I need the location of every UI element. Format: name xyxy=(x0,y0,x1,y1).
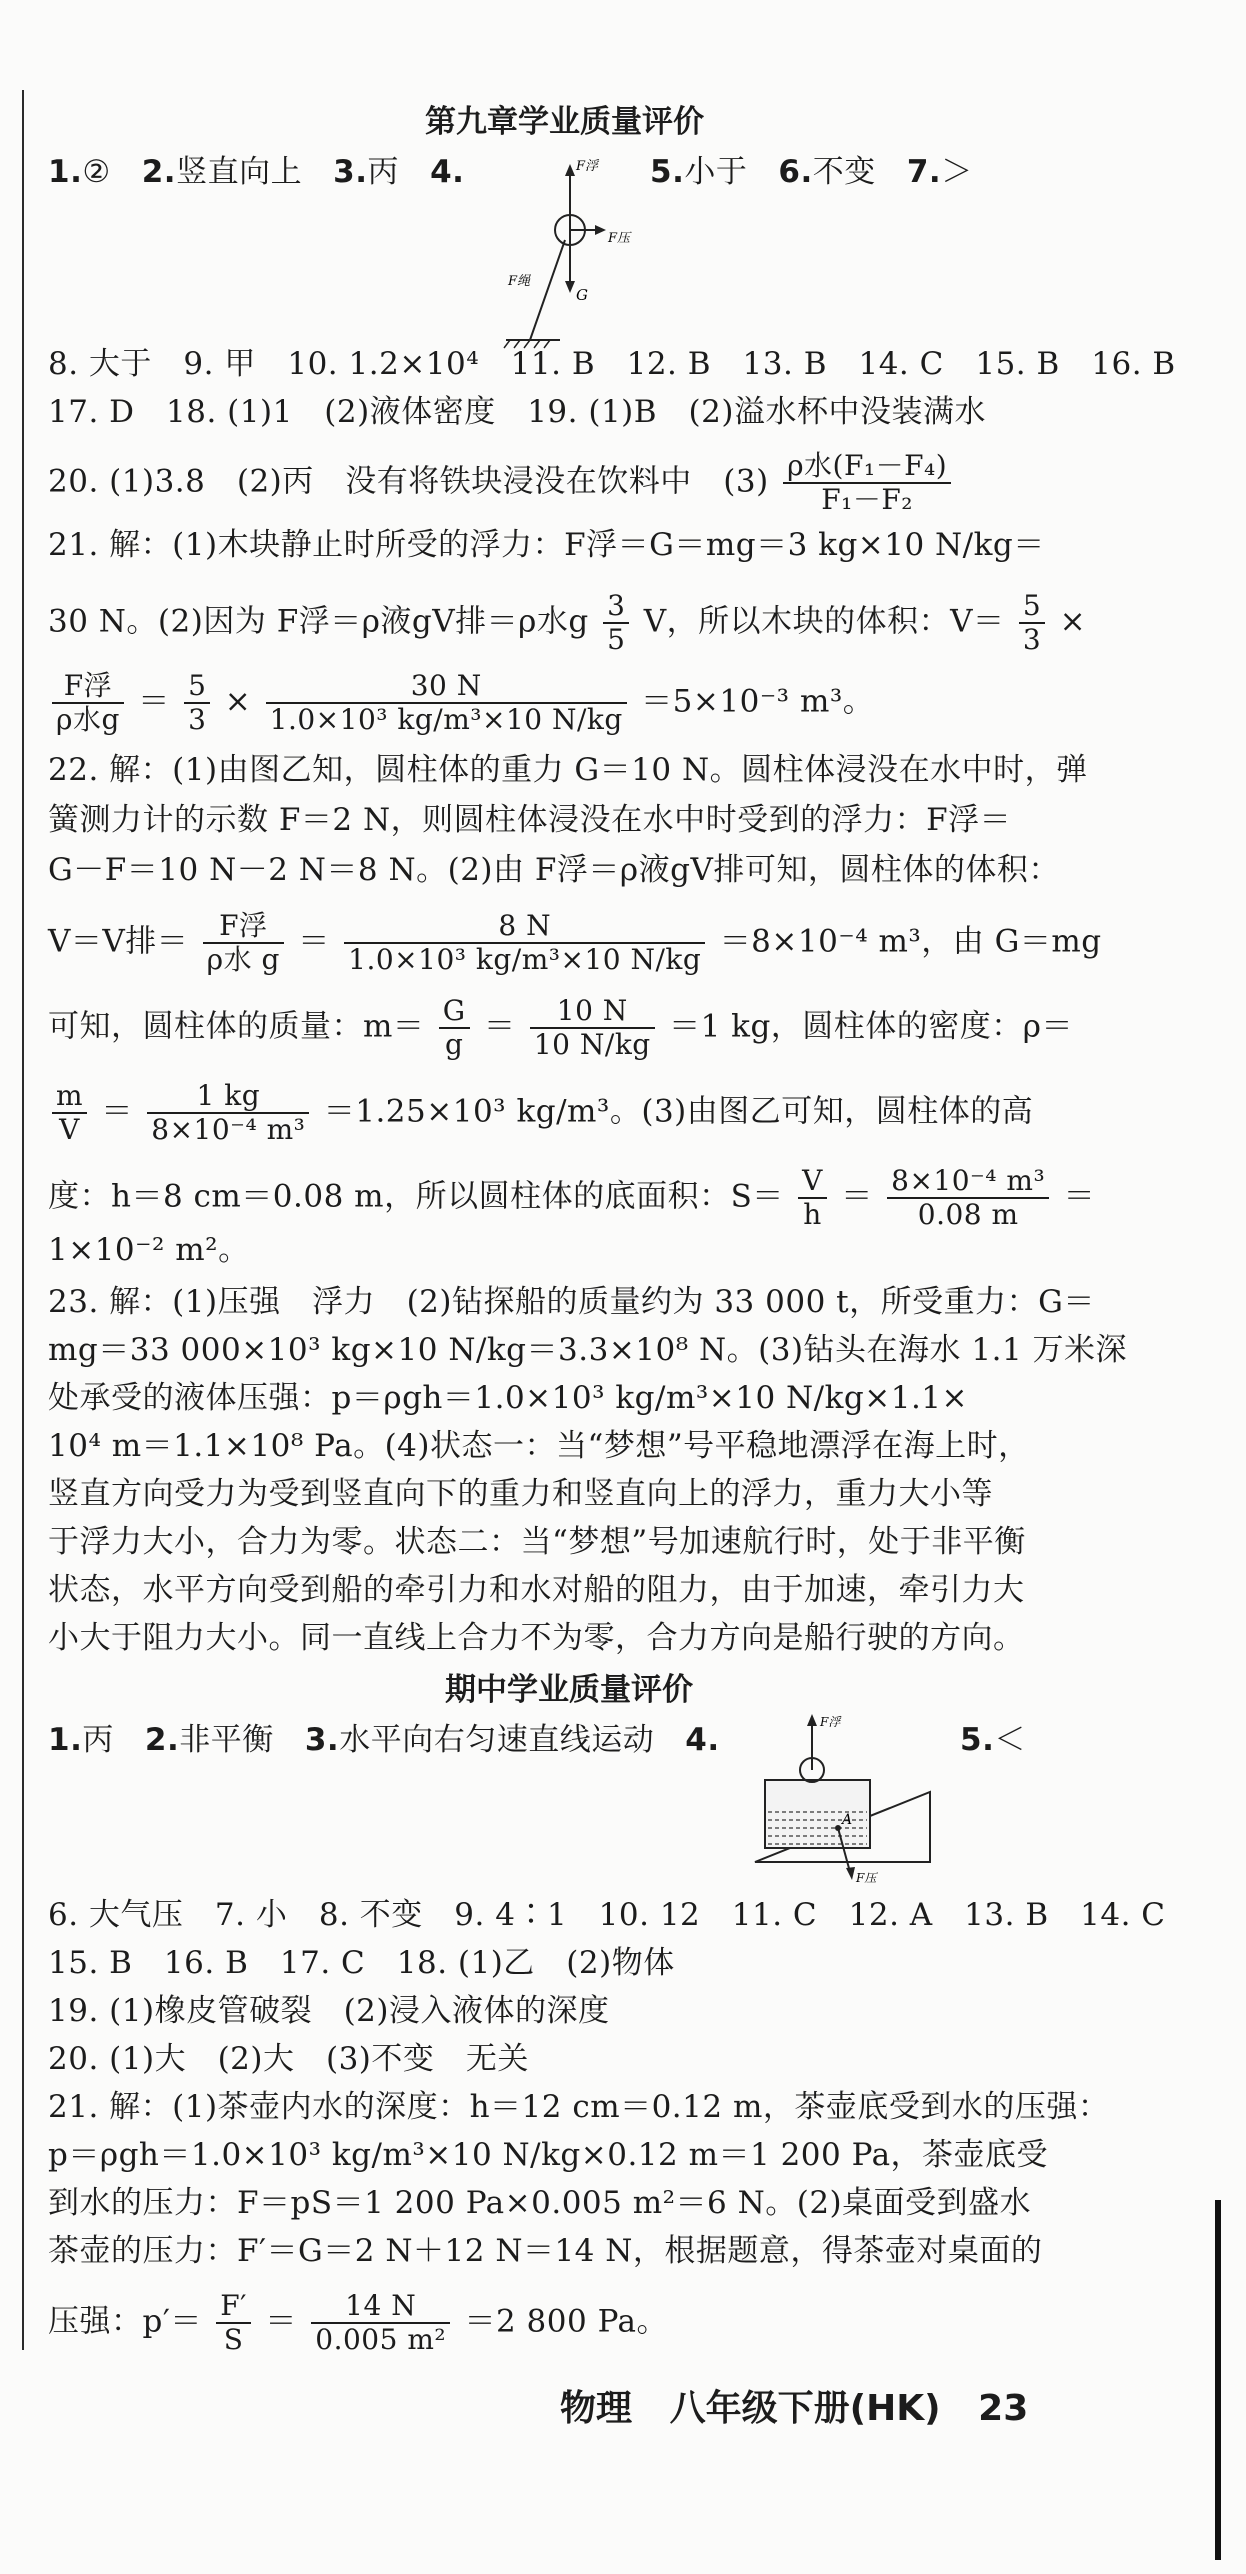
ch9-line-2: 8. 大于 9. 甲 10. 1.2×10⁴ 11. B 12. B 13. B 14. C 15. B 16. B xyxy=(48,346,1176,382)
ch9-line-1: 1.② 2.竖直向上 3.丙 4. xyxy=(48,154,465,190)
q22-line-2: 簧测力计的示数 F＝2 N，则圆柱体浸没在水中时受到的浮力：F浮＝ xyxy=(48,802,1012,838)
label-f-buoyancy: F浮 xyxy=(576,159,599,174)
mid-q21-line-3: 到水的压力：F＝pS＝1 200 Pa×0.005 m²＝6 N。(2)桌面受到盛水 xyxy=(48,2185,1032,2221)
ch9-line-3: 17. D 18. (1)1 (2)液体密度 19. (1)B (2)溢水杯中没装满水 xyxy=(48,394,986,430)
edge-shadow xyxy=(1215,2200,1221,2560)
label-g: G xyxy=(576,286,588,304)
mid-q21-line-2: p＝ρgh＝1.0×10³ kg/m³×10 N/kg×0.12 m＝1 200 Pa，茶壶底受 xyxy=(48,2137,1049,2173)
page-footer xyxy=(560,2380,1028,2431)
midterm-heading: 期中学业质量评价 xyxy=(445,1672,693,1708)
q21-line-3: $\frac{\text{F浮}}{\text{ρ水g}}$ ＝ $\frac{5}{3}$ × $\frac{30 N}{\text{1.0×10³ kg/m³×10 N/kg}}$ ＝5×10⁻³ m³。 xyxy=(48,670,874,736)
q22-line-5: 可知，圆柱体的质量：m＝ $\frac{G}{g}$ ＝ $\frac{10 N}{10 N/kg}$ ＝1 kg，圆柱体的密度：ρ＝ xyxy=(48,994,1074,1061)
mid-q21-line-4: 茶壶的压力：F′＝G＝2 N＋12 N＝14 N，根据题意，得茶壶对桌面的 xyxy=(48,2233,1043,2269)
label-f-press: F压 xyxy=(608,231,631,246)
footer-grade: 八年级下册(HK) xyxy=(669,2388,941,2429)
mid-line-5: 20. (1)大 (2)大 (3)不变 无关 xyxy=(48,2041,529,2077)
q23-line-1: 23. 解：(1)压强 浮力 (2)钻探船的质量约为 33 000 t，所受重力：G＝ xyxy=(48,1284,1095,1320)
q23-line-4: 10⁴ m＝1.1×10⁸ Pa。(4)状态一：当“梦想”号平稳地漂浮在海上时， xyxy=(48,1428,1030,1464)
q23-line-8: 小大于阻力大小。同一直线上合力不为零，合力方向是船行驶的方向。 xyxy=(48,1620,1025,1656)
footer-subject: 物理 xyxy=(560,2388,633,2429)
page-number: 23 xyxy=(978,2388,1029,2429)
label-f-buoyancy-2: F浮 xyxy=(820,1715,841,1729)
chapter9-heading: 第九章学业质量评价 xyxy=(425,104,704,140)
q22-line-6: $\frac{m}{V}$ ＝ $\frac{1 kg}{\text{8×10⁻⁴ m³}}$ ＝1.25×10³ kg/m³。(3)由图乙可知，圆柱体的高 xyxy=(48,1080,1033,1146)
force-diagram-incline xyxy=(750,1710,940,1885)
q23-line-2: mg＝33 000×10³ kg×10 N/kg＝3.3×10⁸ N。(3)钻头在海水 1.1 万米深 xyxy=(48,1332,1128,1368)
label-point-a: A xyxy=(842,1812,853,1828)
mid-line-3: 15. B 16. B 17. C 18. (1)乙 (2)物体 xyxy=(48,1945,675,1981)
mid-q21-line-5: 压强：p′＝ $\frac{F'}{S}$ ＝ $\frac{14 N}{\text{0.005 m²}}$ ＝2 800 Pa。 xyxy=(48,2289,669,2356)
q23-line-6: 于浮力大小，合力为零。状态二：当“梦想”号加速航行时，处于非平衡 xyxy=(48,1524,1026,1560)
q22-line-4: V＝V排＝ $\frac{\text{F浮}}{\text{ρ水 g}}$ ＝ $\frac{8 N}{\text{1.0×10³ kg/m³×10 N/kg}}$ ＝8×10⁻⁴ m³，由 G＝mg xyxy=(48,909,1102,976)
margin-rule xyxy=(22,90,24,2350)
mid-line-4: 19. (1)橡皮管破裂 (2)浸入液体的深度 xyxy=(48,1993,610,2029)
ch9-line-1b: 5.小于 6.不变 7.＞ xyxy=(650,154,973,190)
ch9-line-4: 20. (1)3.8 (2)丙 没有将铁块浸没在饮料中 (3) $\frac{\text{ρ水(F₁－F₄)}}{\text{F₁－F₂}}$ xyxy=(48,450,955,516)
mid-line-1b: 5.＜ xyxy=(960,1722,1026,1758)
q21-line-2: 30 N。(2)因为 F浮＝ρ液gV排＝ρ水g $\frac{3}{5}$ V，所以木块的体积：V＝ $\frac{5}{3}$ × xyxy=(48,589,1087,656)
mid-line-2: 6. 大气压 7. 小 8. 不变 9. 4∶1 10. 12 11. C 12. A 13. B 14. C xyxy=(48,1897,1166,1933)
q22-line-7: 度：h＝8 cm＝0.08 m，所以圆柱体的底面积：S＝ $\frac{V}{h}$ ＝ $\frac{\text{8×10⁻⁴ m³}}{0.08 m}$ ＝ xyxy=(48,1164,1096,1231)
mid-q21-line-1: 21. 解：(1)茶壶内水的深度：h＝12 cm＝0.12 m，茶壶底受到水的压强： xyxy=(48,2089,1110,2125)
q22-line-3: G－F＝10 N－2 N＝8 N。(2)由 F浮＝ρ液gV排可知，圆柱体的体积： xyxy=(48,852,1060,888)
label-f-press-2: F压 xyxy=(856,1871,877,1885)
q23-line-5: 竖直方向受力为受到竖直向下的重力和竖直向上的浮力，重力大小等 xyxy=(48,1476,993,1512)
q21-line-1: 21. 解：(1)木块静止时所受的浮力：F浮＝G＝mg＝3 kg×10 N/kg＝ xyxy=(48,527,1045,563)
q22-line-1: 22. 解：(1)由图乙知，圆柱体的重力 G＝10 N。圆柱体浸没在水中时，弹 xyxy=(48,752,1088,788)
q22-line-8: 1×10⁻² m²。 xyxy=(48,1232,250,1268)
label-f-rope: F绳 xyxy=(508,274,531,289)
mid-line-1: 1.丙 2.非平衡 3.水平向右匀速直线运动 4. xyxy=(48,1722,720,1758)
q23-line-3: 处承受的液体压强：p＝ρgh＝1.0×10³ kg/m³×10 N/kg×1.1× xyxy=(48,1380,968,1416)
q23-line-7: 状态，水平方向受到船的牵引力和水对船的阻力，由于加速，牵引力大 xyxy=(48,1572,1025,1608)
fraction-q20: $\frac{\text{ρ水(F₁－F₄)}}{\text{F₁－F₂}}$ xyxy=(783,450,951,516)
force-diagram-ball xyxy=(500,150,650,350)
